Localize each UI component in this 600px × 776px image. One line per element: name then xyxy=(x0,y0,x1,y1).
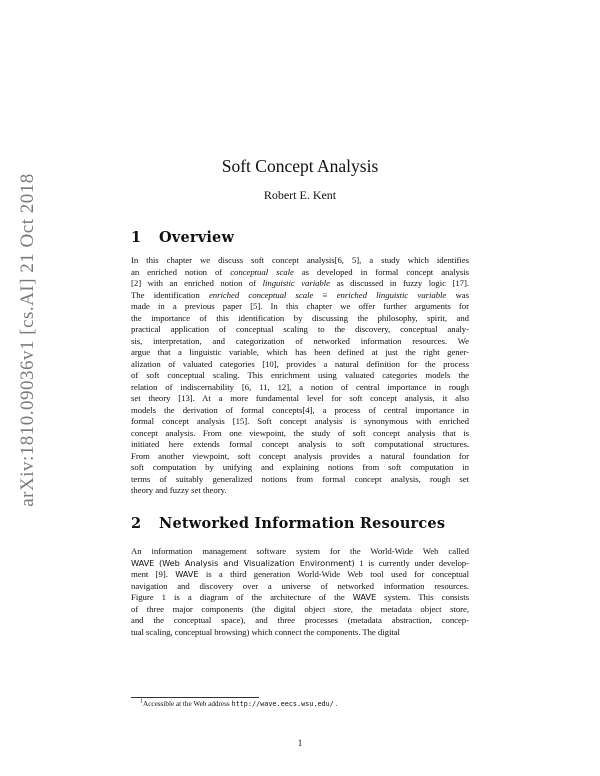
text-line: theory and fuzzy set theory. xyxy=(131,485,227,495)
text-line: relation of indiscernability [6, 11, 12], a notion of central importance in rough xyxy=(131,381,469,392)
text-line: sis, interpretation, and categorization of networked information resources. We xyxy=(131,335,469,346)
section-2-heading xyxy=(131,515,445,532)
text-line: concept analysis. From one viewpoint, the study of soft concept analysis that is xyxy=(131,427,469,438)
section-number: 1 xyxy=(131,229,142,246)
text-line: navigation and discovery over a universe of networked information resources. xyxy=(131,580,469,591)
text-line: Figure 1 is a diagram of the architecture of the WAVE system. This consists xyxy=(131,592,469,602)
text-line: argue that a linguistic variable, which has been defined at just the right gener- xyxy=(131,347,469,357)
text-line: formal concept analysis [15]. Soft concept analysis is synonymous with enriched xyxy=(131,416,469,426)
arxiv-stamp xyxy=(8,120,48,560)
page-number: 1 xyxy=(297,738,303,748)
text-line: initiated here extends formal concept analysis to soft computational structures. xyxy=(131,439,469,449)
text-line: models the derivation of formal concepts[4], a process of central importance in xyxy=(131,404,469,415)
text-line: [2] with an enriched notion of linguistic variable as discussed in fuzzy logic [17]. xyxy=(131,278,469,288)
text-line: alization of valuated categories [10], provides a natural definition for the process xyxy=(131,358,469,369)
section-1-heading xyxy=(131,229,234,246)
text-line: an enriched notion of conceptual scale as developed in formal concept analysis xyxy=(131,266,469,277)
section-title: Overview xyxy=(159,229,235,246)
text-line: of soft conceptual scaling. This enrichment using valuated categories models the xyxy=(131,370,469,380)
text-line: practical application of conceptual scaling to the discovery, conceptual analy- xyxy=(131,324,469,334)
footnote-tail: . xyxy=(335,700,338,708)
footnote-text: Accessible at the Web address xyxy=(143,700,230,708)
paper-title: Soft Concept Analysis xyxy=(221,156,379,176)
text-line: tual scaling, conceptual browsing) which connect the components. The digital xyxy=(131,626,400,637)
text-line: In this chapter we discuss soft concept analysis[6, 5], a study which identifies xyxy=(131,255,469,265)
text-line: and the conceptual space), and three processes (metadata abstraction, concep- xyxy=(131,615,469,625)
text-line: The identification enriched conceptual scale ≡ enriched linguistic variable was xyxy=(131,289,469,300)
arxiv-identifier: arXiv:1810.09036v1 [cs.AI] 21 Oct 2018 xyxy=(17,173,38,507)
footnote-rule xyxy=(131,697,259,698)
section-2-body xyxy=(131,546,469,638)
text-line: WAVE (Web Analysis and Visualization Environment) 1 is currently under develop- xyxy=(131,557,469,568)
text-line: soft computation by unifying and explaining notions from soft computation in xyxy=(131,462,469,472)
footnote-url[interactable]: http://wave.eecs.wsu.edu/ xyxy=(231,700,334,708)
text-line: terms of suitably generalized notions from formal concept analysis, rough set xyxy=(131,473,469,484)
paper-author: Robert E. Kent xyxy=(263,188,337,202)
text-line: made in a previous paper [5]. In this chapter we offer further arguments for xyxy=(131,301,469,311)
text-line: of three major components (the digital object store, the metadata object store, xyxy=(131,603,469,614)
text-line: set theory [13]. At a more fundamental level for soft concept analysis, it also xyxy=(131,393,469,403)
text-line: An information management software system for the World-Wide Web called xyxy=(131,546,469,556)
text-line: From another viewpoint, soft concept analysis provides a natural foundation for xyxy=(131,450,469,461)
section-title: Networked Information Resources xyxy=(159,515,446,532)
text-line: the importance of this identification by discussing the philosophy, spirit, and xyxy=(131,312,469,323)
section-1-body xyxy=(131,255,469,497)
footnote xyxy=(140,700,337,708)
text-line: ment [9]. WAVE is a third generation World-Wide Web tool used for conceptual xyxy=(131,569,469,579)
footnote-marker: 1 xyxy=(140,698,143,705)
section-number: 2 xyxy=(131,515,142,532)
